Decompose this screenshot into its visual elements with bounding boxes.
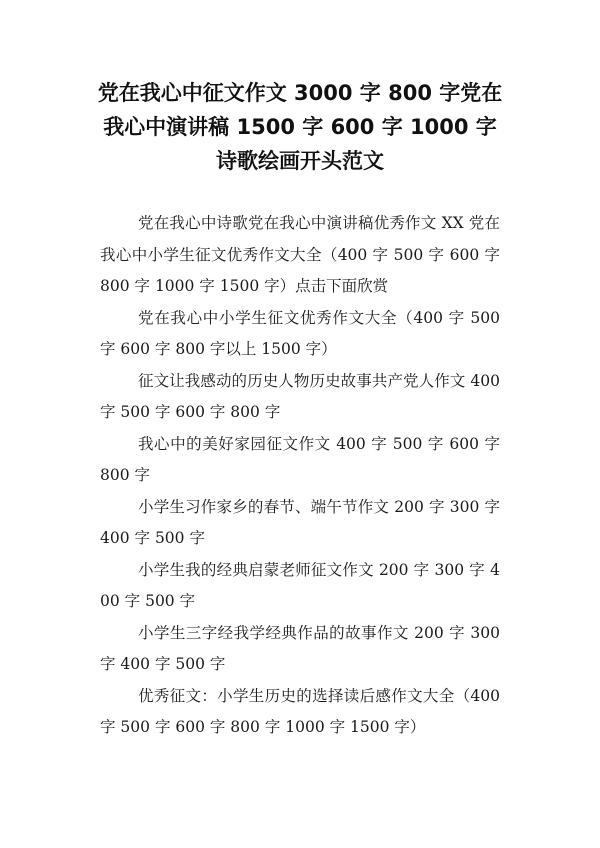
paragraph: 小学生我的经典启蒙老师征文作文 200 字 300 字 400 字 500 字 [100, 560, 500, 610]
document-title: 党在我心中征文作文 3000 字 800 字党在我心中演讲稿 1500 字 600 字 1000 字诗歌绘画开头范文 [97, 81, 503, 173]
paragraph: 优秀征文：小学生历史的选择读后感作文大全（400 字 500 字 600 字 800 字 1000 字 1500 字） [100, 686, 500, 736]
paragraph: 征文让我感动的历史人物历史故事共产党人作文 400 字 500 字 600 字 800 字 [100, 371, 500, 421]
paragraph: 小学生习作家乡的春节、端午节作文 200 字 300 字 400 字 500 字 [100, 497, 500, 547]
document-body [100, 208, 500, 744]
paragraph: 党在我心中小学生征文优秀作文大全（400 字 500 字 600 字 800 字以上 1500 字） [100, 308, 500, 358]
paragraph: 党在我心中诗歌党在我心中演讲稿优秀作文 XX 党在我心中小学生征文优秀作文大全（400 字 500 字 600 字 800 字 1000 字 1500 字）点击下面欣赏 [100, 214, 500, 295]
paragraph: 小学生三字经我学经典作品的故事作文 200 字 300 字 400 字 500 字 [100, 623, 500, 673]
paragraph: 我心中的美好家园征文作文 400 字 500 字 600 字 800 字 [100, 434, 500, 484]
